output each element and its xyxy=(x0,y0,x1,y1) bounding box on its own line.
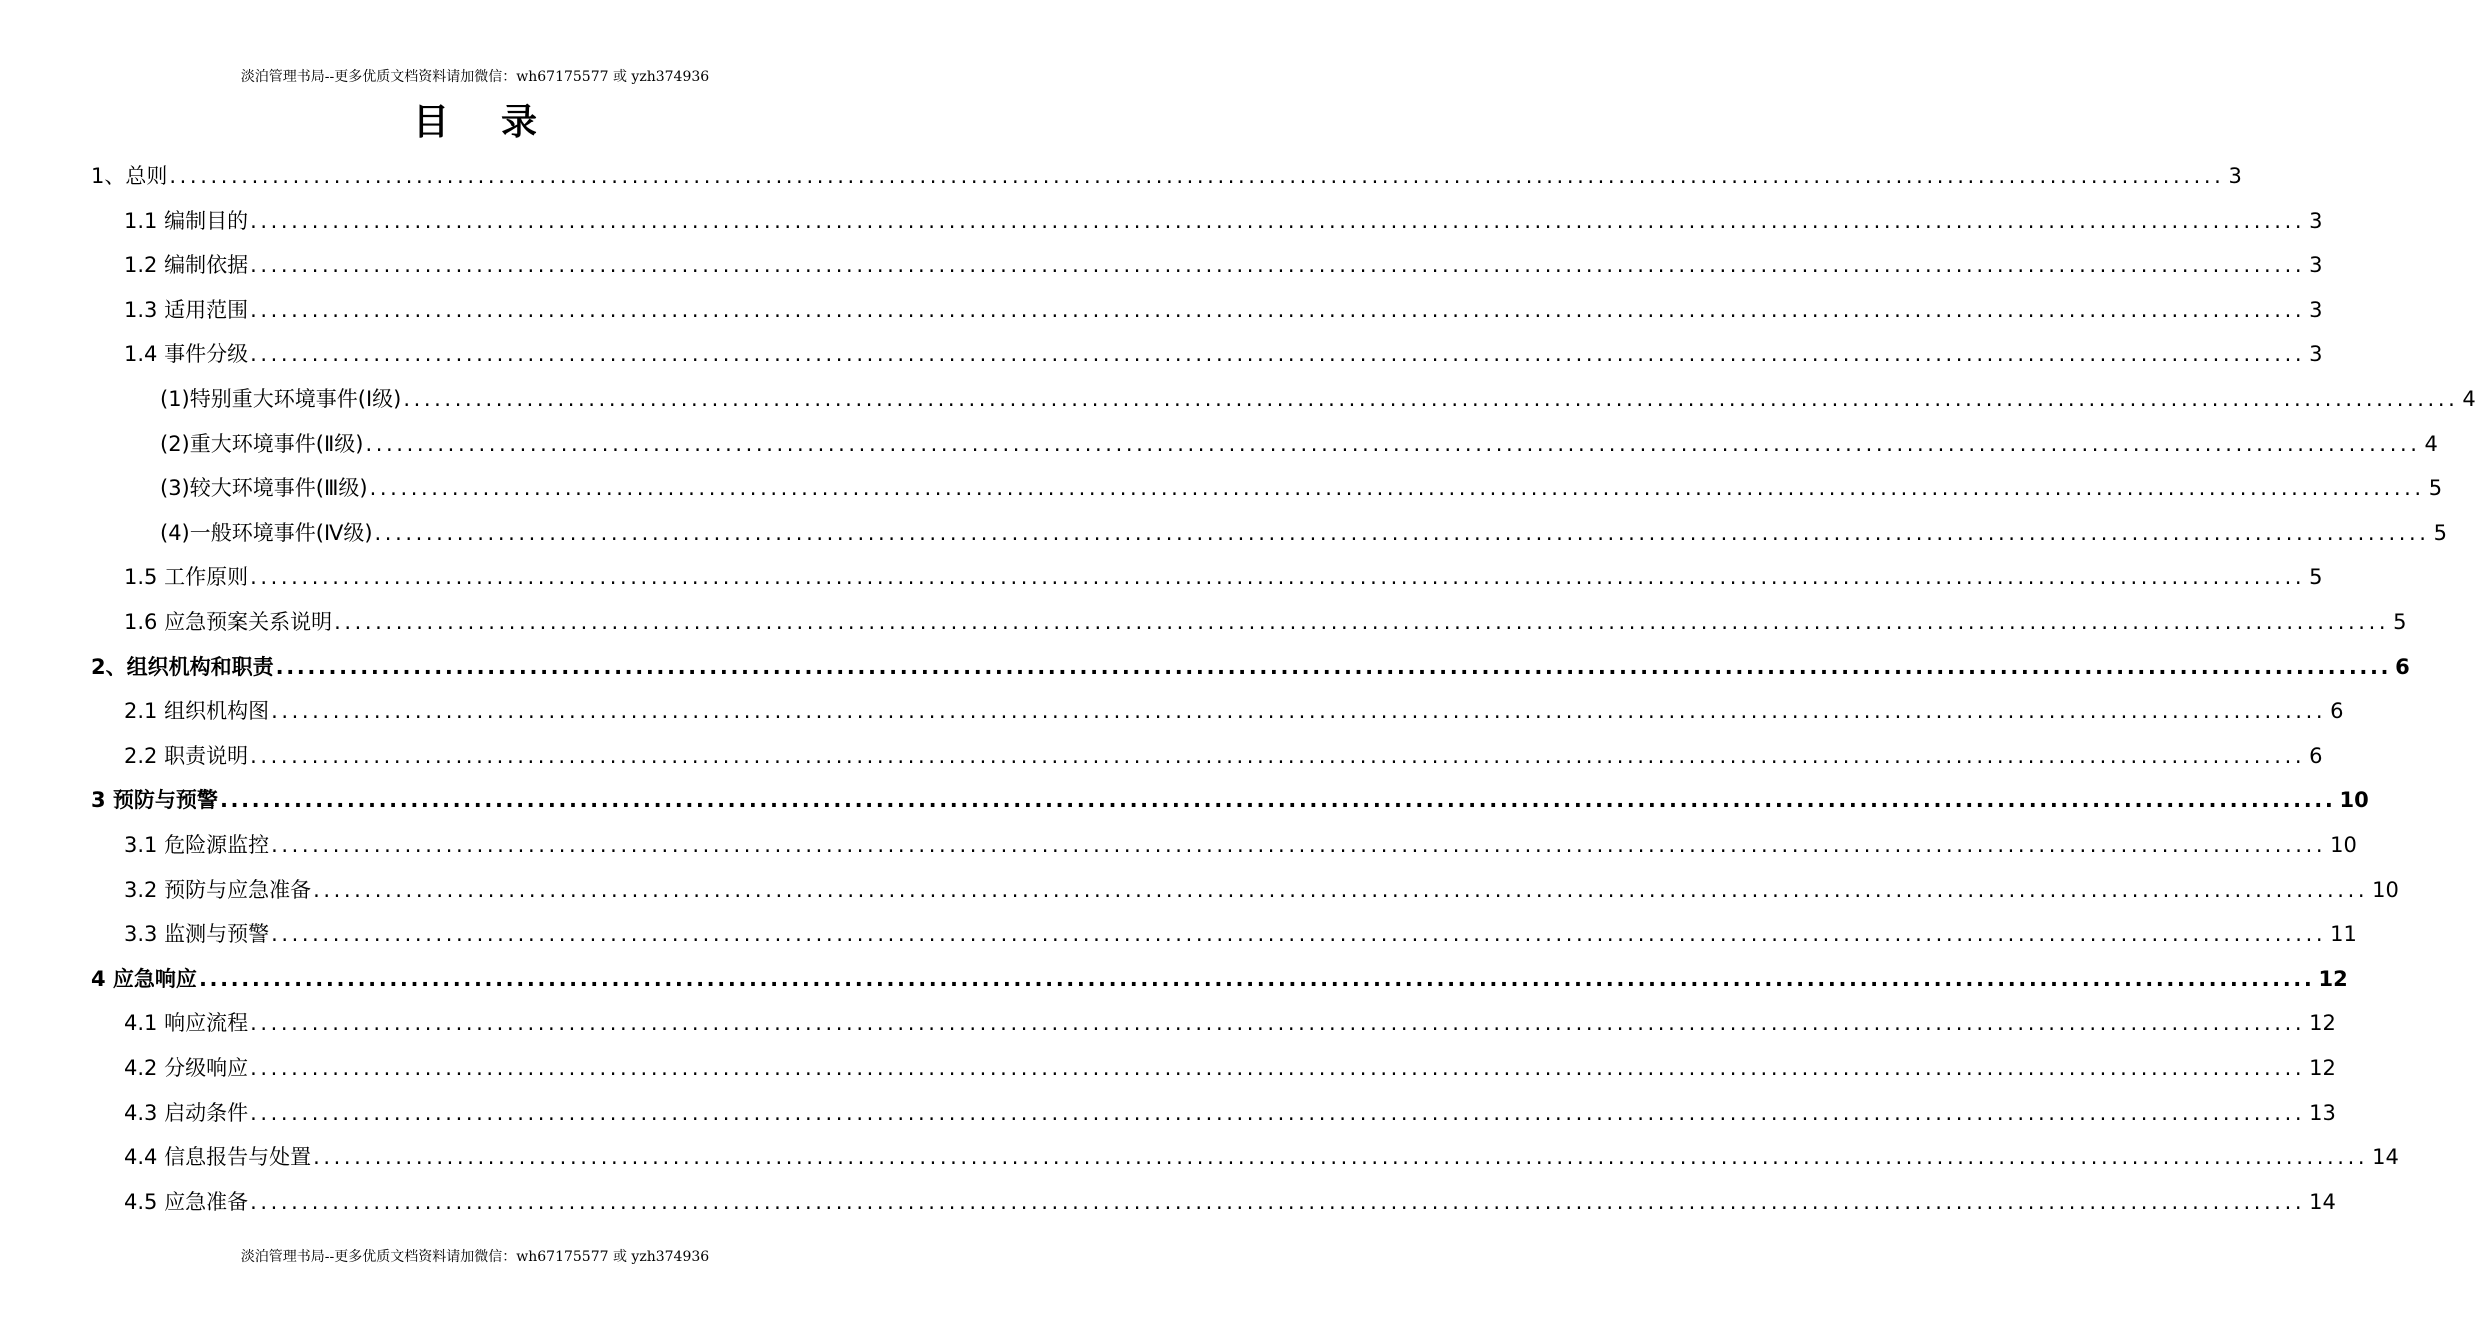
toc-dot-leader: ........................................................................................................................................................................................................ xyxy=(250,1189,2306,1214)
toc-entry[interactable] xyxy=(91,961,2348,997)
toc-entry[interactable] xyxy=(124,693,2344,729)
toc-entry-page: 12 xyxy=(2309,1056,2336,1080)
toc-entry-page: 5 xyxy=(2393,610,2407,634)
toc-dot-leader: ........................................................................................................................................................................................................ xyxy=(374,520,2430,545)
toc-entry[interactable] xyxy=(124,1005,2336,1041)
toc-entry[interactable] xyxy=(91,158,2242,194)
toc-dot-leader: ........................................................................................................................................................................................................ xyxy=(250,565,2306,590)
toc-dot-leader: ........................................................................................................................................................................................................ xyxy=(365,431,2421,456)
toc-entry-page: 14 xyxy=(2372,1145,2399,1170)
toc-entry-label: 4.2 分级响应 xyxy=(124,1056,249,1080)
toc-entry[interactable] xyxy=(124,336,2323,372)
toc-entry-page: 14 xyxy=(2309,1189,2336,1214)
toc-entry-page: 3 xyxy=(2228,164,2242,188)
toc-dot-leader: ........................................................................................................................................................................................................ xyxy=(250,297,2306,322)
toc-entry-label: (3)较大环境事件(Ⅲ级) xyxy=(160,476,368,501)
toc-dot-leader: ........................................................................................................................................................................................................ xyxy=(250,253,2306,278)
toc-entry[interactable] xyxy=(124,916,2357,952)
toc-dot-leader: ........................................................................................................................................................................................................ xyxy=(313,1145,2369,1170)
toc-entry-page: 5 xyxy=(2428,476,2443,501)
toc-entry-label: 1、总则 xyxy=(91,164,168,188)
toc-dot-leader: ........................................................................................................................................................................................................ xyxy=(250,1100,2306,1125)
toc-entry-page: 6 xyxy=(2395,654,2410,679)
toc-entry[interactable] xyxy=(160,470,2443,506)
toc-dot-leader: ........................................................................................................................................................................................................ xyxy=(403,387,2459,411)
toc-entry-page: 3 xyxy=(2309,297,2323,322)
footer-note: 淡泊管理书局--更多优质文档资料请加微信：wh67175577 或 yzh374936 xyxy=(240,1249,710,1265)
toc-entry-page: 5 xyxy=(2433,520,2447,545)
toc-entry[interactable] xyxy=(124,872,2399,908)
toc-entry-page: 12 xyxy=(2309,1011,2336,1036)
toc-entry-label: 1.3 适用范围 xyxy=(124,297,249,322)
toc-entry-label: 3.1 危险源监控 xyxy=(124,833,270,857)
toc-dot-leader: ........................................................................................................................................................................................................ xyxy=(169,164,2225,188)
toc-entry-page: 4 xyxy=(2462,387,2476,411)
toc-dot-leader: ........................................................................................................................................................................................................ xyxy=(219,788,2336,813)
header-note: 淡泊管理书局--更多优质文档资料请加微信：wh67175577 或 yzh374936 xyxy=(240,69,710,85)
toc-entry[interactable] xyxy=(124,1095,2336,1131)
toc-entry-page: 10 xyxy=(2330,833,2357,857)
toc-entry[interactable] xyxy=(160,381,2476,417)
toc-entry[interactable] xyxy=(124,247,2323,283)
toc-entry[interactable] xyxy=(124,1050,2336,1086)
toc-entry-label: 1.1 编制目的 xyxy=(124,208,249,233)
toc-entry[interactable] xyxy=(160,426,2438,462)
toc-entry-label: 4.4 信息报告与处置 xyxy=(124,1145,312,1170)
toc-dot-leader: ........................................................................................................................................................................................................ xyxy=(271,833,2327,857)
toc-entry-label: 1.5 工作原则 xyxy=(124,565,249,590)
toc-entry[interactable] xyxy=(124,738,2323,774)
toc-entry-label: 1.6 应急预案关系说明 xyxy=(124,610,333,634)
toc-dot-leader: ........................................................................................................................................................................................................ xyxy=(250,208,2306,233)
toc-entry-label: 2.2 职责说明 xyxy=(124,743,249,768)
toc-entry[interactable] xyxy=(124,1139,2399,1175)
toc-entry-label: 3.2 预防与应急准备 xyxy=(124,877,312,902)
toc-entry-label: 1.4 事件分级 xyxy=(124,342,249,367)
toc-entry-label: (1)特别重大环境事件(Ⅰ级) xyxy=(160,387,402,411)
toc-entry-page: 6 xyxy=(2330,699,2344,724)
toc-entry-page: 10 xyxy=(2339,788,2369,813)
toc-dot-leader: ........................................................................................................................................................................................................ xyxy=(271,922,2327,947)
toc-entry-label: 4.5 应急准备 xyxy=(124,1189,249,1214)
toc-entry-page: 13 xyxy=(2309,1100,2336,1125)
toc-entry-page: 4 xyxy=(2424,431,2438,456)
toc-entry-page: 6 xyxy=(2309,743,2323,768)
toc-entry-label: 4.3 启动条件 xyxy=(124,1100,249,1125)
toc-entry-label: (4)一般环境事件(Ⅳ级) xyxy=(160,520,373,545)
toc-entry-page: 12 xyxy=(2318,966,2348,991)
toc-entry[interactable] xyxy=(91,782,2369,818)
toc-entry-label: 2.1 组织机构图 xyxy=(124,699,270,724)
toc-dot-leader: ........................................................................................................................................................................................................ xyxy=(250,1056,2306,1080)
toc-entry[interactable] xyxy=(160,515,2447,551)
toc-entry-label: 4 应急响应 xyxy=(91,966,197,991)
toc-entry[interactable] xyxy=(124,203,2323,239)
toc-dot-leader: ........................................................................................................................................................................................................ xyxy=(369,476,2425,501)
toc-dot-leader: ........................................................................................................................................................................................................ xyxy=(275,654,2392,679)
toc-entry[interactable] xyxy=(124,827,2357,863)
toc-dot-leader: ........................................................................................................................................................................................................ xyxy=(271,699,2327,724)
toc-entry-page: 11 xyxy=(2330,922,2357,947)
toc-entry-label: 4.1 响应流程 xyxy=(124,1011,249,1036)
toc-entry-page: 3 xyxy=(2309,208,2323,233)
toc-dot-leader: ........................................................................................................................................................................................................ xyxy=(198,966,2315,991)
toc-entry-label: 2、组织机构和职责 xyxy=(91,654,274,679)
toc-dot-leader: ........................................................................................................................................................................................................ xyxy=(313,877,2369,902)
toc-entry[interactable] xyxy=(91,649,2410,685)
toc-entry[interactable] xyxy=(124,604,2407,640)
toc-entry-page: 5 xyxy=(2309,565,2323,590)
toc-entry-page: 10 xyxy=(2372,877,2399,902)
toc-entry-page: 3 xyxy=(2309,342,2323,367)
toc-entry[interactable] xyxy=(124,1184,2336,1220)
toc-dot-leader: ........................................................................................................................................................................................................ xyxy=(250,342,2306,367)
toc-dot-leader: ........................................................................................................................................................................................................ xyxy=(250,1011,2306,1036)
toc-entry-label: 3 预防与预警 xyxy=(91,788,218,813)
toc-dot-leader: ........................................................................................................................................................................................................ xyxy=(250,743,2306,768)
toc-dot-leader: ........................................................................................................................................................................................................ xyxy=(334,610,2390,634)
toc-entry-page: 3 xyxy=(2309,253,2323,278)
toc-entry-label: 3.3 监测与预警 xyxy=(124,922,270,947)
toc-entry[interactable] xyxy=(124,559,2323,595)
toc-entry[interactable] xyxy=(124,292,2323,328)
toc-entry-label: (2)重大环境事件(Ⅱ级) xyxy=(160,431,364,456)
page-title: 目录 xyxy=(412,102,589,143)
toc-entry-label: 1.2 编制依据 xyxy=(124,253,249,278)
